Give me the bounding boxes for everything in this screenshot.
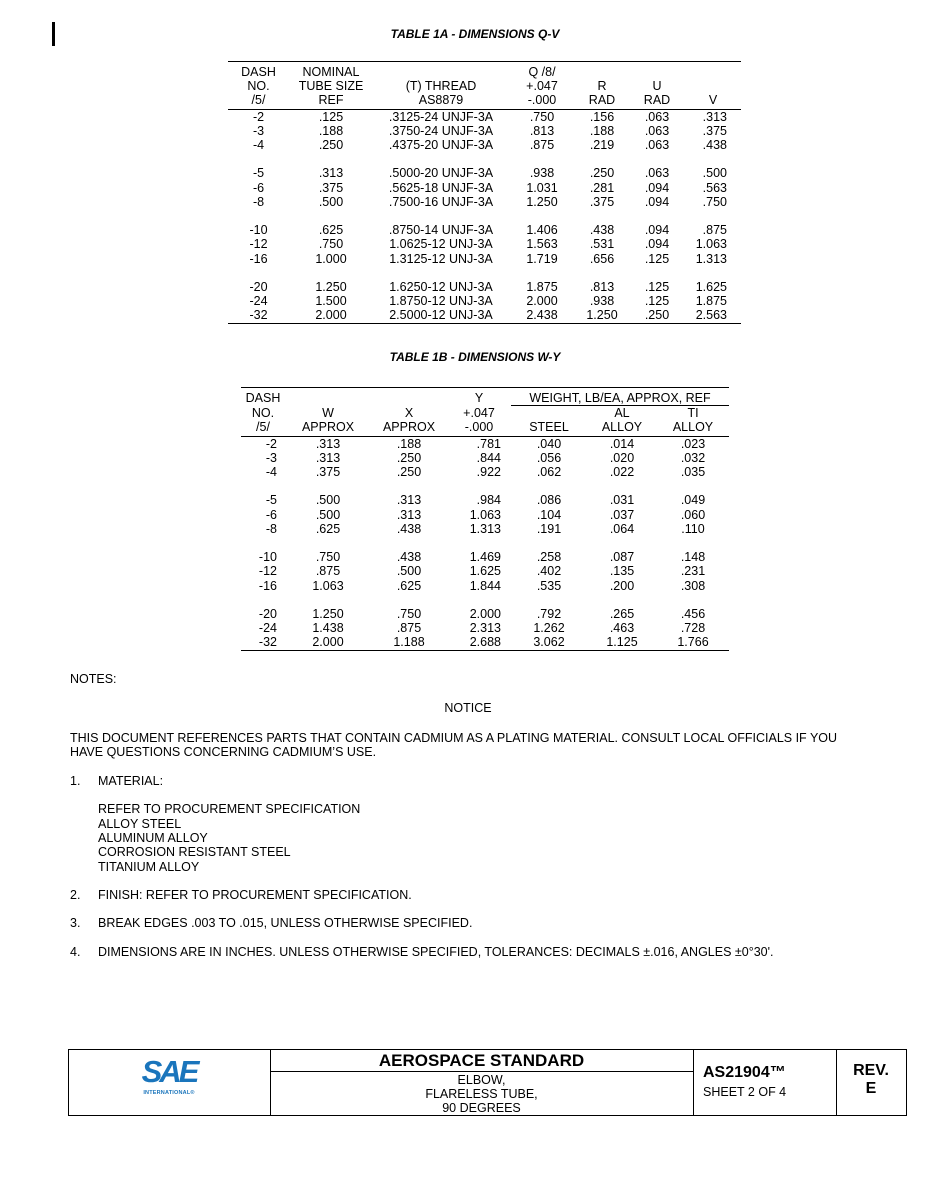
sheet-number: SHEET 2 OF 4 — [703, 1085, 787, 1099]
table-1b-title: TABLE 1B - DIMENSIONS W-Y — [389, 350, 561, 364]
column-header: TUBE SIZE — [298, 79, 364, 94]
column-header: U — [652, 79, 662, 94]
table-cell: .313 — [396, 507, 422, 522]
material-item: REFER TO PROCUREMENT SPECIFICATION — [98, 802, 361, 816]
table-cell: .094 — [644, 194, 670, 209]
table-cell: -24 — [258, 621, 277, 636]
table-cell: 2.000 — [312, 635, 344, 650]
description-line: ELBOW, — [457, 1073, 506, 1087]
table-cell: .500 — [315, 493, 341, 508]
table-cell: .063 — [644, 109, 670, 124]
revision-cell — [836, 1050, 906, 1115]
column-header: DASH — [241, 65, 276, 79]
sae-logo-subtext: INTERNATIONAL® — [143, 1090, 195, 1096]
table-cell: 1.250 — [315, 280, 347, 294]
table-cell: .813 — [589, 280, 615, 294]
table-cell: -10 — [258, 550, 277, 565]
table-cell: 1.262 — [533, 621, 565, 636]
table-cell: 2.5000-12 UNJ-3A — [389, 308, 493, 323]
table-cell: .792 — [536, 607, 562, 621]
table-row — [228, 124, 741, 138]
notice-line-2: HAVE QUESTIONS CONCERNING CADMIUM’S USE. — [70, 745, 377, 759]
part-description — [270, 1073, 693, 1115]
table-row — [241, 493, 729, 507]
note-4-text: DIMENSIONS ARE IN INCHES. UNLESS OTHERWISE SPECIFIED, TOLERANCES: DECIMALS ±.016, ANGLES ±0°30'. — [98, 945, 774, 959]
table-cell: 1.3125-12 UNJ-3A — [389, 251, 493, 266]
table-row — [228, 181, 741, 195]
table-cell: .7500-16 UNJF-3A — [388, 194, 494, 209]
description-line: 90 DEGREES — [442, 1101, 521, 1115]
column-header — [629, 62, 685, 80]
table-cell: 2.000 — [469, 607, 501, 621]
group-spacer — [241, 593, 729, 607]
note-4-number: 4. — [70, 945, 81, 959]
column-header: NO. — [251, 405, 275, 420]
table-cell: -32 — [258, 635, 277, 650]
column-header: AL — [614, 406, 630, 421]
column-header — [371, 388, 447, 406]
column-header: NOMINAL — [302, 65, 360, 79]
column-header: TI — [687, 406, 699, 421]
table-cell: 2.000 — [526, 294, 558, 309]
column-header: /5/ — [228, 93, 289, 109]
table-cell: .313 — [315, 436, 341, 451]
note-2-text: FINISH: REFER TO PROCUREMENT SPECIFICATION. — [98, 888, 412, 902]
table-cell: .250 — [644, 308, 670, 323]
table-cell: -8 — [265, 521, 277, 536]
table-cell: .250 — [396, 450, 422, 465]
table-cell: .750 — [702, 194, 727, 209]
material-item: ALLOY STEEL — [98, 817, 182, 831]
table-row — [241, 465, 729, 479]
table-cell: -6 — [252, 180, 265, 195]
table-row — [228, 294, 741, 308]
column-header: AS8879 — [373, 93, 509, 109]
table-cell: .402 — [536, 564, 562, 579]
table-cell: -2 — [252, 109, 265, 124]
table-cell: .250 — [589, 166, 615, 181]
table-cell: .104 — [536, 507, 562, 522]
table-cell: .375 — [318, 180, 344, 195]
table-cell: 1.125 — [606, 635, 638, 650]
table-cell: -12 — [258, 564, 277, 579]
column-header — [511, 406, 587, 421]
header-row — [228, 79, 741, 93]
table-cell: 2.563 — [695, 308, 727, 323]
title-cell — [270, 1050, 694, 1115]
material-item: TITANIUM ALLOY — [98, 860, 200, 874]
table-cell: .094 — [644, 223, 670, 238]
table-cell: -20 — [249, 280, 268, 294]
document-number: AS21904™ — [703, 1064, 786, 1081]
table-row — [241, 508, 729, 522]
column-header: -.000 — [447, 420, 511, 436]
table-cell: .375 — [589, 194, 615, 209]
table-cell: .188 — [589, 123, 615, 138]
table-cell: -3 — [265, 450, 277, 465]
note-1-text: MATERIAL: — [98, 774, 164, 788]
table-cell: 2.688 — [469, 635, 501, 650]
table-row — [228, 252, 741, 266]
table-cell: -16 — [258, 578, 277, 593]
column-header: +.047 — [463, 405, 495, 420]
table-cell: 1.625 — [695, 280, 727, 294]
table-cell: -20 — [258, 607, 277, 621]
table-row — [228, 109, 741, 124]
table-cell: 1.406 — [526, 223, 558, 238]
group-spacer — [228, 209, 741, 223]
header-row — [241, 406, 729, 421]
table-cell: .750 — [315, 550, 341, 565]
revision-value: E — [865, 1080, 877, 1097]
column-header — [685, 62, 741, 80]
standard-type: AEROSPACE STANDARD — [270, 1050, 693, 1072]
table-cell: .438 — [396, 550, 422, 565]
table-cell: -5 — [265, 493, 277, 508]
column-header — [285, 388, 371, 406]
table-cell: .125 — [644, 251, 670, 266]
table-cell: .031 — [609, 493, 635, 508]
table-cell: 1.0625-12 UNJ-3A — [389, 237, 493, 252]
table-cell: .728 — [680, 621, 706, 636]
table-cell: .563 — [702, 180, 727, 195]
column-header: ALLOY — [657, 420, 729, 436]
table-cell: .625 — [318, 223, 344, 238]
table-cell: .844 — [476, 450, 501, 465]
table-cell: .875 — [315, 564, 341, 579]
weight-group-header: WEIGHT, LB/EA, APPROX, REF — [511, 388, 729, 406]
table-cell: 3.062 — [533, 635, 565, 650]
column-header: REF — [289, 93, 373, 109]
table-cell: .938 — [529, 166, 555, 181]
table-cell: .750 — [396, 607, 422, 621]
table-row — [241, 621, 729, 635]
table-cell: 1.063 — [695, 237, 727, 252]
table-cell: -10 — [249, 223, 268, 238]
table-cell: .188 — [396, 436, 422, 451]
document-number-cell — [693, 1050, 837, 1115]
note-3-text: BREAK EDGES .003 TO .015, UNLESS OTHERWISE SPECIFIED. — [98, 916, 473, 930]
table-row — [241, 550, 729, 564]
table-cell: .500 — [318, 194, 344, 209]
table-cell: 1.875 — [526, 280, 558, 294]
column-header: APPROX — [285, 420, 371, 436]
table-cell: .281 — [589, 180, 615, 195]
revision-label: REV. — [853, 1062, 889, 1079]
table-cell: 1.438 — [312, 621, 344, 636]
table-cell: .087 — [609, 550, 635, 565]
table-cell: .062 — [536, 465, 562, 480]
table-cell: .125 — [644, 294, 670, 309]
table-cell: .500 — [396, 564, 422, 579]
column-header: R — [597, 79, 607, 94]
table-row — [241, 451, 729, 465]
column-header: RAD — [629, 93, 685, 109]
column-header: /5/ — [241, 420, 285, 436]
table-cell: -6 — [265, 507, 277, 522]
table-cell: .063 — [644, 138, 670, 153]
table-cell: .625 — [315, 521, 341, 536]
table-cell: 1.250 — [312, 607, 344, 621]
table-cell: .308 — [680, 578, 706, 593]
table-cell: .219 — [589, 138, 615, 153]
table-cell: .265 — [609, 607, 635, 621]
table-cell: .110 — [681, 521, 705, 536]
table-cell: 2.438 — [526, 308, 558, 323]
table-cell: .086 — [536, 493, 562, 508]
table-cell: -8 — [252, 194, 265, 209]
table-row — [241, 522, 729, 536]
column-header: RAD — [575, 93, 629, 109]
material-item: ALUMINUM ALLOY — [98, 831, 208, 845]
table-cell: -4 — [265, 465, 277, 480]
material-item: CORROSION RESISTANT STEEL — [98, 845, 291, 859]
table-cell: .049 — [680, 493, 706, 508]
table-1b — [241, 387, 729, 651]
table-cell: 1.250 — [526, 194, 558, 209]
table-cell: .148 — [680, 550, 706, 565]
table-cell: .200 — [609, 578, 635, 593]
table-cell: .064 — [609, 521, 635, 536]
column-header — [575, 62, 629, 80]
table-cell: .022 — [609, 465, 635, 480]
table-cell: -3 — [252, 123, 265, 138]
group-spacer — [228, 152, 741, 166]
table-row — [241, 436, 729, 451]
table-cell: .456 — [680, 607, 706, 621]
column-header: (T) THREAD — [405, 79, 477, 94]
column-header: ALLOY — [587, 420, 657, 436]
table-cell: -12 — [249, 237, 268, 252]
table-cell: .250 — [396, 465, 422, 480]
table-cell: .781 — [476, 436, 501, 451]
column-header: STEEL — [511, 420, 587, 436]
table-cell: 1.250 — [586, 308, 618, 323]
table-cell: .250 — [318, 138, 344, 153]
table-cell: .040 — [536, 436, 562, 451]
table-cell: .3750-24 UNJF-3A — [388, 123, 494, 138]
table-cell: .063 — [644, 166, 670, 181]
header-row — [241, 388, 729, 406]
table-cell: .438 — [589, 223, 615, 238]
table-cell: .8750-14 UNJF-3A — [388, 223, 494, 238]
table-cell: .375 — [315, 465, 341, 480]
table-row — [241, 635, 729, 650]
table-cell: .023 — [680, 436, 706, 451]
table-cell: 1.766 — [677, 635, 709, 650]
group-spacer — [228, 266, 741, 280]
sae-logo — [137, 1054, 201, 1096]
column-header: V — [685, 93, 741, 109]
table-cell: 1.313 — [469, 521, 501, 536]
logo-cell — [69, 1050, 271, 1115]
column-header — [373, 62, 509, 80]
table-cell: .535 — [536, 578, 562, 593]
table-cell: .035 — [680, 465, 706, 480]
table-cell: .3125-24 UNJF-3A — [388, 109, 494, 124]
table-row — [228, 308, 741, 323]
table-cell: .032 — [680, 450, 706, 465]
table-cell: .125 — [644, 280, 670, 294]
table-cell: 2.313 — [469, 621, 501, 636]
table-cell: 1.063 — [469, 507, 501, 522]
column-header: Q /8/ — [528, 65, 556, 79]
column-header — [685, 79, 741, 93]
table-cell: 1.031 — [526, 180, 558, 195]
header-row — [241, 420, 729, 436]
table-cell: -4 — [252, 138, 265, 153]
table-cell: .984 — [476, 493, 501, 508]
table-cell: .375 — [702, 123, 727, 138]
table-cell: .125 — [318, 109, 344, 124]
table-1a-title: TABLE 1A - DIMENSIONS Q-V — [390, 27, 560, 41]
table-row — [228, 166, 741, 180]
table-cell: 1.313 — [695, 251, 727, 266]
column-header: APPROX — [371, 420, 447, 436]
table-row — [241, 607, 729, 621]
table-cell: -5 — [252, 166, 265, 181]
column-header: X — [404, 405, 414, 420]
table-cell: .875 — [702, 223, 727, 238]
table-cell: .094 — [644, 237, 670, 252]
table-cell: .938 — [589, 294, 615, 309]
table-cell: .922 — [476, 465, 501, 480]
table-1a — [228, 61, 741, 324]
note-1-number: 1. — [70, 774, 81, 788]
table-cell: 1.844 — [469, 578, 501, 593]
table-cell: -16 — [249, 251, 268, 266]
table-row — [241, 579, 729, 593]
table-cell: .020 — [609, 450, 635, 465]
table-cell: .875 — [396, 621, 422, 636]
note-3-number: 3. — [70, 916, 81, 930]
table-cell: 2.000 — [315, 308, 347, 323]
table-row — [228, 280, 741, 294]
group-spacer — [241, 536, 729, 550]
table-cell: .5000-20 UNJF-3A — [388, 166, 494, 181]
table-row — [228, 195, 741, 209]
table-cell: .060 — [680, 507, 706, 522]
table-cell: .063 — [644, 123, 670, 138]
table-cell: .4375-20 UNJF-3A — [388, 138, 494, 153]
notice-title: NOTICE — [444, 701, 492, 715]
table-cell: .500 — [315, 507, 341, 522]
header-row — [228, 62, 741, 80]
table-cell: .463 — [609, 621, 635, 636]
table-cell: 1.563 — [526, 237, 558, 252]
table-row — [228, 237, 741, 251]
table-cell: 1.625 — [469, 564, 501, 579]
table-cell: -24 — [249, 294, 268, 309]
notice-line-1: THIS DOCUMENT REFERENCES PARTS THAT CONTAIN CADMIUM AS A PLATING MATERIAL. CONSULT LOCAL OFFICIALS IF YOU — [70, 731, 838, 745]
table-cell: .625 — [396, 578, 422, 593]
sae-logo-mark: SAE — [141, 1054, 197, 1089]
table-cell: .094 — [644, 180, 670, 195]
table-cell: 1.469 — [469, 550, 501, 565]
table-cell: .875 — [529, 138, 555, 153]
table-cell: .188 — [318, 123, 344, 138]
table-cell: 1.875 — [695, 294, 727, 309]
table-cell: .313 — [702, 109, 727, 124]
table-cell: .191 — [536, 521, 562, 536]
table-cell: .037 — [609, 507, 635, 522]
table-cell: -2 — [265, 436, 277, 451]
column-header: +.047 — [526, 79, 558, 94]
table-cell: 1.188 — [393, 635, 425, 650]
table-cell: 1.000 — [315, 251, 347, 266]
title-block — [68, 1049, 907, 1116]
note-2-number: 2. — [70, 888, 81, 902]
table-cell: .500 — [702, 166, 727, 181]
table-cell: .531 — [589, 237, 615, 252]
notes-label: NOTES: — [70, 672, 117, 686]
table-cell: .750 — [318, 237, 344, 252]
table-cell: .656 — [589, 251, 615, 266]
group-spacer — [241, 479, 729, 493]
table-cell: .014 — [609, 436, 635, 451]
table-cell: .258 — [536, 550, 562, 565]
column-header: W — [322, 405, 334, 420]
table-cell: .813 — [529, 123, 555, 138]
description-line: FLARELESS TUBE, — [425, 1087, 538, 1101]
table-cell: .056 — [536, 450, 562, 465]
table-cell: -32 — [249, 308, 268, 323]
table-row — [228, 223, 741, 237]
table-cell: .231 — [680, 564, 706, 579]
table-cell: .438 — [396, 521, 422, 536]
header-row — [228, 93, 741, 109]
table-cell: 1.6250-12 UNJ-3A — [389, 280, 493, 294]
table-cell: .135 — [609, 564, 635, 579]
column-header: DASH — [245, 391, 281, 406]
table-cell: .313 — [315, 450, 341, 465]
table-cell: .750 — [529, 109, 555, 124]
table-cell: .313 — [318, 166, 344, 181]
column-header: -.000 — [509, 93, 575, 109]
table-cell: 1.500 — [315, 294, 347, 309]
table-cell: 1.8750-12 UNJ-3A — [389, 294, 493, 309]
table-cell: 1.063 — [312, 578, 344, 593]
table-cell: .156 — [589, 109, 615, 124]
table-cell: .313 — [396, 493, 422, 508]
table-cell: 1.719 — [526, 251, 558, 266]
table-cell: .438 — [702, 138, 727, 153]
column-header: NO. — [247, 79, 270, 94]
table-cell: .5625-18 UNJF-3A — [388, 180, 494, 195]
column-header: Y — [474, 391, 484, 406]
table-row — [228, 138, 741, 152]
table-row — [241, 564, 729, 578]
